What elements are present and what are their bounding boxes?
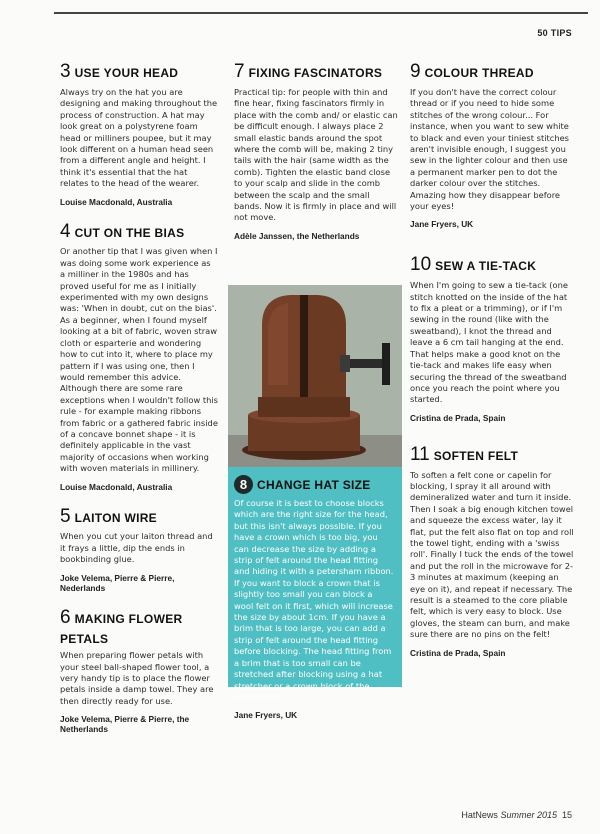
column-right [410,62,574,673]
tip-body: When you cut your laiton thread and it frays a little, dip the ends in bookbinding glue. [60,531,213,565]
tip-number: 7 [234,61,245,82]
tip-title: SOFTEN FELT [433,448,519,463]
tip-body: Practical tip: for people with thin and fine hear, fixing fascinators firmly in place with the comb and/ or elastic can be difficult enough. I always place 2 small elastic bands around the spot where the comb will be, making 2 tiny tails with the hair (same width as the comb). Tighten the elastic band close to your scalp and slide in the comb between the scalp and the small bands. Now it is firmly in place and will not move. [234,86,398,223]
tip-title: COLOUR THREAD [424,66,534,80]
column-middle [234,62,398,256]
page-footer [461,810,572,820]
tip-author: Louise Macdonald, Australia [60,481,173,492]
tip-number: 5 [60,505,71,527]
tip-4 [60,222,218,492]
tip-body: Of course it is best to choose blocks which are the right size for the head, but this isn't always possible. If you have a crown which is too big, you can decrease the size by adding a strip of felt around the head fitting and hiding it with a petersham ribbon. If you want to block a crown that is slightly too small you can block a wool felt on it first, which will increase the size by about 1cm. If you have a brim that is too large, you can add a strip of felt around the head fitting before blocking. The head fitting from a brim that is too small can be stretched after blocking using a hat stretcher or a crown block of the correct size. [234,498,394,702]
tip-body: If you don't have the correct colour thread or if you need to hide some stitches of the wrong colour... For instance, when you want to sew white to black and even your tiniest stitches aren't invisible enough, I suggest you sew in the lighter colour and then use a permanent marker pen to dot the darker colour over the stitches. Amazing how they disappear before your eyes! [410,86,570,211]
tip-number: 3 [60,61,71,82]
tip-8-box [228,467,402,721]
tip-3 [60,62,218,207]
page-number: 15 [561,810,572,820]
tip-body: Or another tip that I was given when I was doing some work experience as a milliner in the 1980s and has proved useful for me as I initially experimented with my own designs was: 'When in doubt, cut on the bias'. As a beginner, when I found myself looking at a bit of fabric, woven straw cloth or esparterie and wondering how to cut into it, where to place my pattern if I was using one, then I would remember this advice. Although there are some rare exceptions when I wouldn't follow this rule - for example making ribbons from fabric or a gathered fabric inside of a concave bonnet shape - it is definitely applicable in the vast majority of occasions when working with woven materials in millinery. [60,246,219,474]
tip-title: SEW A TIE-TACK [435,259,537,274]
tip-author: Louise Macdonald, Australia [60,196,173,207]
tip-number-badge: 8 [234,475,253,494]
tip-title: CHANGE HAT SIZE [257,478,371,492]
top-rule [54,12,588,14]
magazine-name: HatNews [461,810,498,820]
tip-5 [60,507,218,593]
tip-author: Joke Velema, Pierre & Pierre, Nederlands [60,572,175,593]
tip-author: Cristina de Prada, Spain [410,412,506,423]
tip-number: 6 [60,606,71,628]
tip-title: CUT ON THE BIAS [74,225,185,240]
tip-title: LAITON WIRE [74,510,157,525]
tip-number: 4 [60,220,71,242]
issue-label: Summer 2015 [500,810,557,820]
tip-title: FIXING FASCINATORS [248,66,383,80]
tip-author: Adèle Janssen, the Netherlands [234,230,360,241]
section-tag: 50 TIPS [537,28,572,38]
column-left [60,62,218,749]
tip-body: To soften a felt cone or capelin for blocking, I spray it all around with demineralized water and turn it inside. Then I soak a big enough kitchen towel and squeeze the excess water, lay it flat, put the felt also flat on top and roll the towel tight, ending with a 'swiss roll'. Finally I tuck the ends of the towel and put the roll in the microwave for 2-3 minutes at maximum (keeping an eye on it), and repeat if necessary. The result is a steamed to the core pliable felt, which is very easy to block. Use gloves, the steam can burn, and make sure there are no pins on the felt! [410,469,574,640]
hat-stretcher-illustration [228,285,402,467]
tip-7 [234,62,398,241]
tip-11 [410,445,574,658]
tip-body: Always try on the hat you are designing and making throughout the process of construction. A hat may look great on a polystyrene foam head or milliners poupee, but it may look different on a human head seen from a different angle and height. I think it's essential that the hat relates to the head of the wearer. [60,86,218,189]
tip-6 [60,608,218,735]
tip-10 [410,255,574,422]
tip-author: Cristina de Prada, Spain [410,647,506,658]
tip-title: USE YOUR HEAD [74,66,179,80]
tip-number: 11 [410,443,430,465]
tip-body: When preparing flower petals with your steel ball-shaped flower tool, a very handy tip is to place the flower petals inside a damp towel. They are then directly ready for use. [60,650,214,706]
tip-title: MAKING FLOWER PETALS [60,611,183,646]
tip-8 [234,475,394,720]
tip-author: Joke Velema, Pierre & Pierre, the Netherlands [60,714,190,735]
tip-number: 10 [410,254,432,276]
tip-9 [410,62,574,229]
tip-author: Jane Fryers, UK [410,219,474,230]
tip-body: When I'm going to sew a tie-tack (one stitch knotted on the inside of the hat to fix a pleat or a trimming), or if I'm sewing in the round (like with the sweatband), I knot the thread and leave a 6 cm tail hanging at the end. That helps make a good knot on the tie-tack and makes life easy when securing the thread of the sweatband once you reach the point where you started. [410,280,568,405]
tip-author: Jane Fryers, UK [234,710,298,721]
hat-stretcher-photo [228,285,402,467]
tip-number: 9 [410,61,421,82]
